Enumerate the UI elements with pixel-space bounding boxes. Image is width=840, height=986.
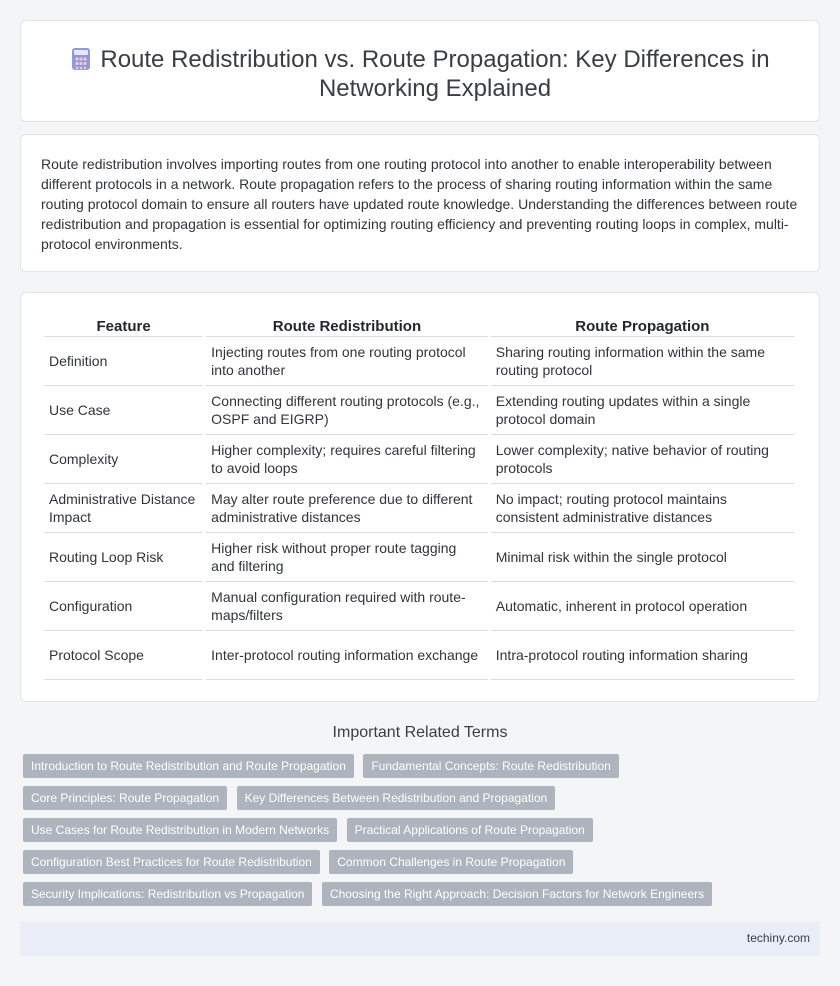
comparison-table-card — [20, 292, 820, 702]
intro-paragraph: Route redistribution involves importing routes from one routing protocol into another to enable interoperability between different protocols in a network. Route propagation refers to the process of sharing routing information within the same routing protocol domain to ensure all routers have updated route knowledge. Understanding the differences between route redistribution and propagation is essential for optimizing routing efficiency and preventing routing loops in complex, multi-protocol environments. — [41, 156, 798, 252]
redistribution-cell: Manual configuration required with route-maps/filters — [206, 582, 488, 631]
propagation-cell: Lower complexity; native behavior of routing protocols — [491, 435, 794, 484]
propagation-cell: Sharing routing information within the same routing protocol — [491, 337, 794, 386]
related-term-tag[interactable]: Common Challenges in Route Propagation — [329, 850, 573, 874]
related-term-tag[interactable]: Fundamental Concepts: Route Redistribution — [363, 754, 618, 778]
tag-row — [23, 818, 820, 850]
intro-card — [20, 134, 820, 272]
table-row — [44, 631, 794, 680]
table-header-row — [44, 313, 794, 337]
propagation-cell: No impact; routing protocol maintains consistent administrative distances — [491, 484, 794, 533]
table-row — [44, 484, 794, 533]
related-terms-section — [20, 720, 820, 914]
related-terms-tags — [20, 754, 820, 914]
redistribution-cell: May alter route preference due to different administrative distances — [206, 484, 488, 533]
header-route-redistribution: Route Redistribution — [206, 313, 488, 337]
redistribution-cell: Higher complexity; requires careful filtering to avoid loops — [206, 435, 488, 484]
related-terms-title: Important Related Terms — [332, 724, 508, 741]
tag-row — [23, 786, 820, 818]
comparison-table — [41, 313, 797, 680]
related-term-tag[interactable]: Key Differences Between Redistribution and Propagation — [237, 786, 556, 810]
feature-cell: Complexity — [44, 435, 203, 484]
page-title: Route Redistribution vs. Route Propagation: Key Differences in Networking Explained — [100, 46, 770, 102]
table-row — [44, 435, 794, 484]
related-term-tag[interactable]: Use Cases for Route Redistribution in Modern Networks — [23, 818, 337, 842]
feature-cell: Routing Loop Risk — [44, 533, 203, 582]
footer-site-link[interactable]: techiny.com — [746, 931, 810, 945]
table-row — [44, 337, 794, 386]
related-term-tag[interactable]: Core Principles: Route Propagation — [23, 786, 227, 810]
propagation-cell: Extending routing updates within a single protocol domain — [491, 386, 794, 435]
tag-row — [23, 754, 820, 786]
propagation-cell: Intra-protocol routing information sharing — [491, 631, 794, 680]
table-row — [44, 386, 794, 435]
propagation-cell: Minimal risk within the single protocol — [491, 533, 794, 582]
redistribution-cell: Connecting different routing protocols (e.g., OSPF and EIGRP) — [206, 386, 488, 435]
related-term-tag[interactable]: Introduction to Route Redistribution and Route Propagation — [23, 754, 354, 778]
header-feature: Feature — [44, 313, 203, 337]
feature-cell: Configuration — [44, 582, 203, 631]
redistribution-cell: Higher risk without proper route tagging and filtering — [206, 533, 488, 582]
redistribution-cell: Injecting routes from one routing protocol into another — [206, 337, 488, 386]
table-row — [44, 533, 794, 582]
footer — [20, 922, 820, 956]
related-term-tag[interactable]: Configuration Best Practices for Route Redistribution — [23, 850, 320, 874]
header-route-propagation: Route Propagation — [491, 313, 794, 337]
redistribution-cell: Inter-protocol routing information exchange — [206, 631, 488, 680]
propagation-cell: Automatic, inherent in protocol operation — [491, 582, 794, 631]
header-card — [20, 20, 820, 122]
feature-cell: Definition — [44, 337, 203, 386]
feature-cell: Administrative Distance Impact — [44, 484, 203, 533]
tag-row — [23, 850, 820, 882]
table-row — [44, 582, 794, 631]
related-term-tag[interactable]: Practical Applications of Route Propagation — [347, 818, 593, 842]
related-term-tag[interactable]: Choosing the Right Approach: Decision Factors for Network Engineers — [322, 882, 712, 906]
tag-row — [23, 882, 820, 914]
feature-cell: Use Case — [44, 386, 203, 435]
feature-cell: Protocol Scope — [44, 631, 203, 680]
related-term-tag[interactable]: Security Implications: Redistribution vs Propagation — [23, 882, 312, 906]
